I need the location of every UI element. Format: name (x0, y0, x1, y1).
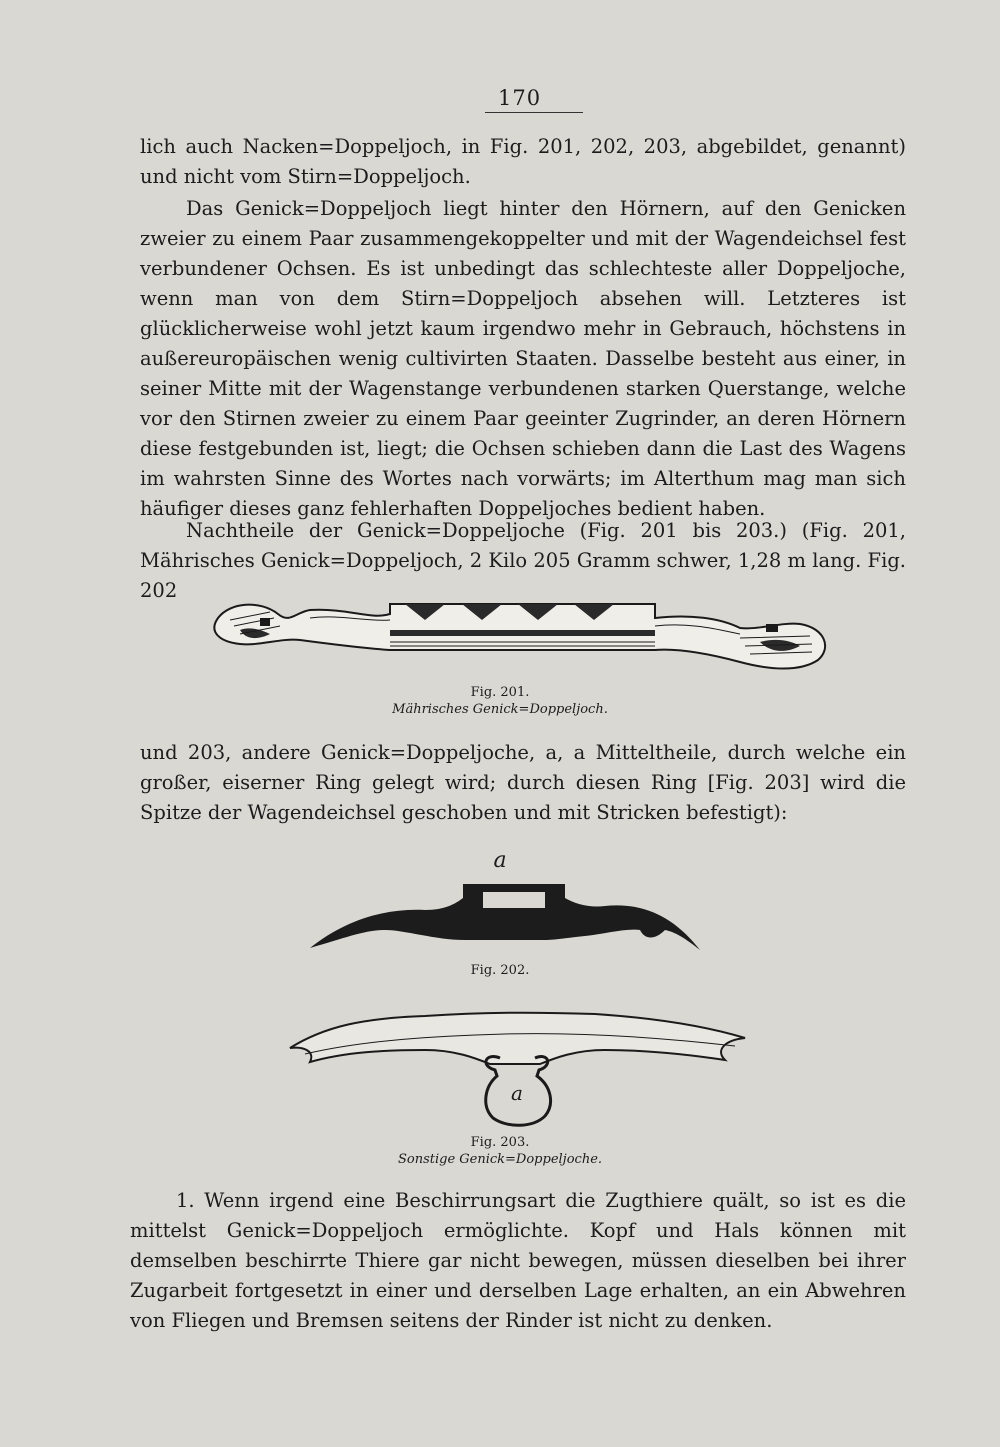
figure-201-yoke-illustration (200, 590, 840, 682)
paragraph-2: Das Genick=Doppeljoch liegt hinter den Hörnern, auf den Genicken zweier zu einem Paar zusammengekoppelter und mit der Wagendeichsel fest verbundener Ochsen. Es ist unbedingt das schlechteste aller Doppeljoche, wenn man von dem Stirn=Doppeljoch absehen will. Letzteres ist glücklicherweise wohl jetzt kaum irgendwo mehr in Gebrauch, höchstens in außereuropäischen wenig cultivirten Staaten. Dasselbe besteht aus einer, in seiner Mitte mit der Wagenstange verbundenen starken Querstange, welche vor den Stirnen zweier zu einem Paar geeinter Zugrinder, an deren Hörnern diese festgebunden ist, liegt; die Ochsen schieben dann die Last des Wagens im wahrsten Sinne des Wortes nach vorwärts; im Alterthum mag man sich häufiger dieses ganz fehlerhaften Doppeljoches bedient haben. (140, 197, 906, 520)
page-number-rule (485, 112, 583, 113)
figure-202-label: Fig. 202. (470, 963, 530, 978)
figure-201-label: Fig. 201. (470, 685, 530, 700)
paragraph-4: und 203, andere Genick=Doppeljoche, a, a Mitteltheile, durch welche ein großer, eiserner Ring gelegt wird; durch diesen Ring [Fig. 203] wird die Spitze der Wagendeichsel geschoben und mit Stricken befestigt): (140, 741, 906, 824)
paragraph-5: 1. Wenn irgend eine Beschirrungsart die Zugthiere quält, so ist es die mittelst Genick=Doppeljoch ermöglichte. Kopf und Hals können mit demselben beschirrte Thiere gar nicht bewegen, müssen dieselben bei ihrer Zugarbeit fortgesetzt in einer und derselben Lage erhalten, an ein Abwehren von Fliegen und Bremsen seitens der Rinder ist nicht zu denken. (130, 1189, 906, 1332)
paragraph-1: lich auch Nacken=Doppeljoch, in Fig. 201, 202, 203, abgebildet, genannt) und nicht vom Stirn=Doppeljoch. (140, 135, 906, 188)
paragraph-3: Nachtheile der Genick=Doppeljoche (Fig. 201 bis 203.) (Fig. 201, Mährisches Genick=Doppeljoch, 2 Kilo 205 Gramm schwer, 1,28 m lang. Fig. 202 (140, 519, 906, 602)
figure-203-letter: a (511, 1081, 523, 1105)
figure-202-yoke-silhouette (305, 880, 705, 960)
figure-202-letter: a (493, 848, 507, 873)
figure-203-label: Fig. 203. (470, 1135, 530, 1150)
figure-203-caption: Sonstige Genick=Doppeljoche. (397, 1152, 603, 1167)
page-number: 170 (498, 86, 542, 110)
figure-203-yoke-with-ring (285, 1010, 755, 1130)
figure-201-caption: Mährisches Genick=Doppeljoch. (392, 702, 608, 717)
